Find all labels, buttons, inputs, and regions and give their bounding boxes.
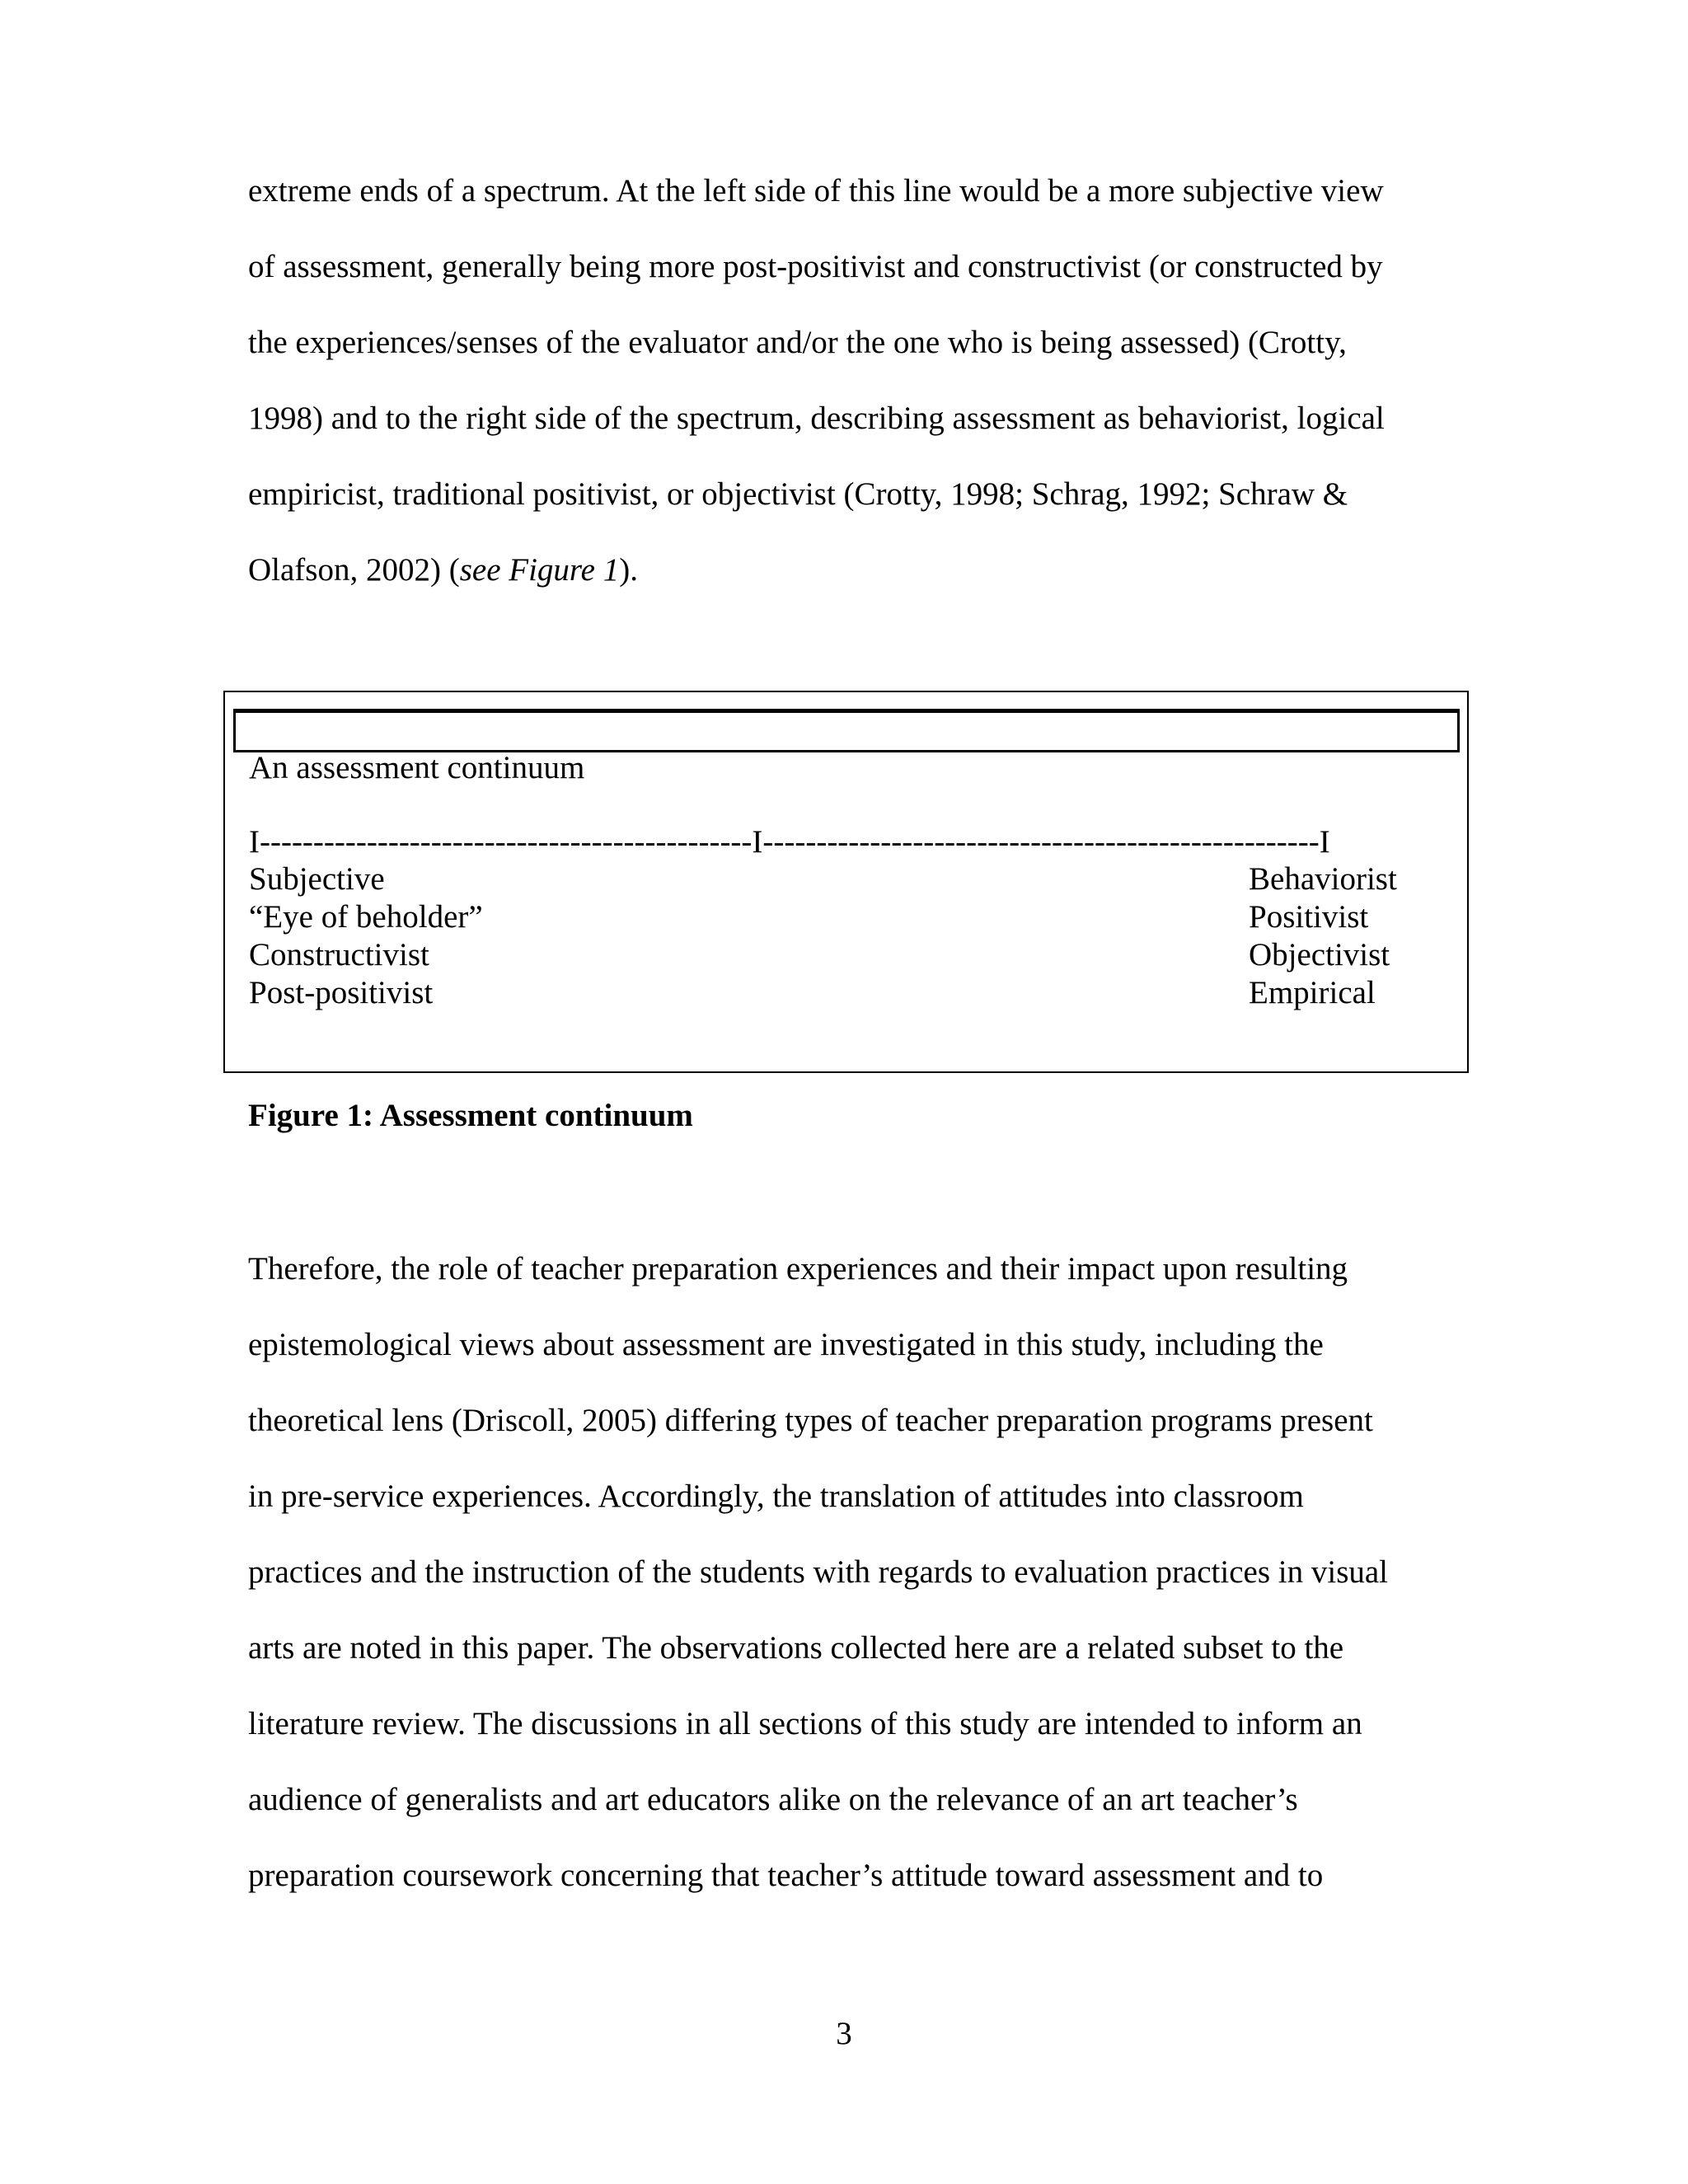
body-text-line: the experiences/senses of the evaluator and/or the one who is being assessed) (Crotty, xyxy=(248,325,1347,360)
figure-title: An assessment continuum xyxy=(249,750,585,785)
figure-box xyxy=(223,691,1469,1073)
body-text-line: of assessment, generally being more post-positivist and constructivist (or constructed by xyxy=(248,249,1383,284)
body-text-line: in pre-service experiences. Accordingly, the translation of attitudes into classroom xyxy=(248,1479,1304,1514)
figure-reference: see Figure 1 xyxy=(459,552,620,588)
body-text-line: literature review. The discussions in all sections of this study are intended to inform an xyxy=(248,1706,1362,1741)
page-number: 3 xyxy=(836,2016,852,2051)
body-text-line xyxy=(248,552,638,588)
body-text-line: 1998) and to the right side of the spectrum, describing assessment as behaviorist, logical xyxy=(248,401,1385,436)
body-text-line: epistemological views about assessment are investigated in this study, including the xyxy=(248,1327,1324,1362)
right-label: Behaviorist xyxy=(1249,861,1397,897)
body-text-line: empiricist, traditional positivist, or objectivist (Crotty, 1998; Schrag, 1992; Schraw & xyxy=(248,476,1348,512)
body-text-line: arts are noted in this paper. The observations collected here are a related subset to the xyxy=(248,1630,1344,1666)
left-label: Subjective xyxy=(249,861,385,897)
figure-caption: Figure 1: Assessment continuum xyxy=(248,1098,693,1133)
right-label: Empirical xyxy=(1249,975,1376,1010)
right-label: Objectivist xyxy=(1249,937,1390,972)
body-text-line: theoretical lens (Driscoll, 2005) differing types of teacher preparation programs present xyxy=(248,1403,1373,1438)
right-label: Positivist xyxy=(1249,899,1369,935)
body-text-line: preparation coursework concerning that teacher’s attitude toward assessment and to xyxy=(248,1858,1324,1893)
body-text-line: practices and the instruction of the students with regards to evaluation practices in visual xyxy=(248,1554,1389,1590)
left-label: Post-positivist xyxy=(249,975,434,1010)
left-label: “Eye of beholder” xyxy=(249,899,483,935)
continuum-line: I----------------------------------------------I----------------------------------------------------I xyxy=(249,824,1330,860)
body-text-line: Therefore, the role of teacher preparation experiences and their impact upon resulting xyxy=(248,1251,1348,1286)
body-text-line: extreme ends of a spectrum. At the left side of this line would be a more subjective view xyxy=(248,173,1384,209)
left-label: Constructivist xyxy=(249,937,429,972)
text-run: Olafson, 2002) ( xyxy=(248,552,460,588)
body-text-line: audience of generalists and art educators alike on the relevance of an art teacher’s xyxy=(248,1782,1298,1817)
text-run: ). xyxy=(619,552,638,588)
figure-header-bar xyxy=(233,709,1460,752)
